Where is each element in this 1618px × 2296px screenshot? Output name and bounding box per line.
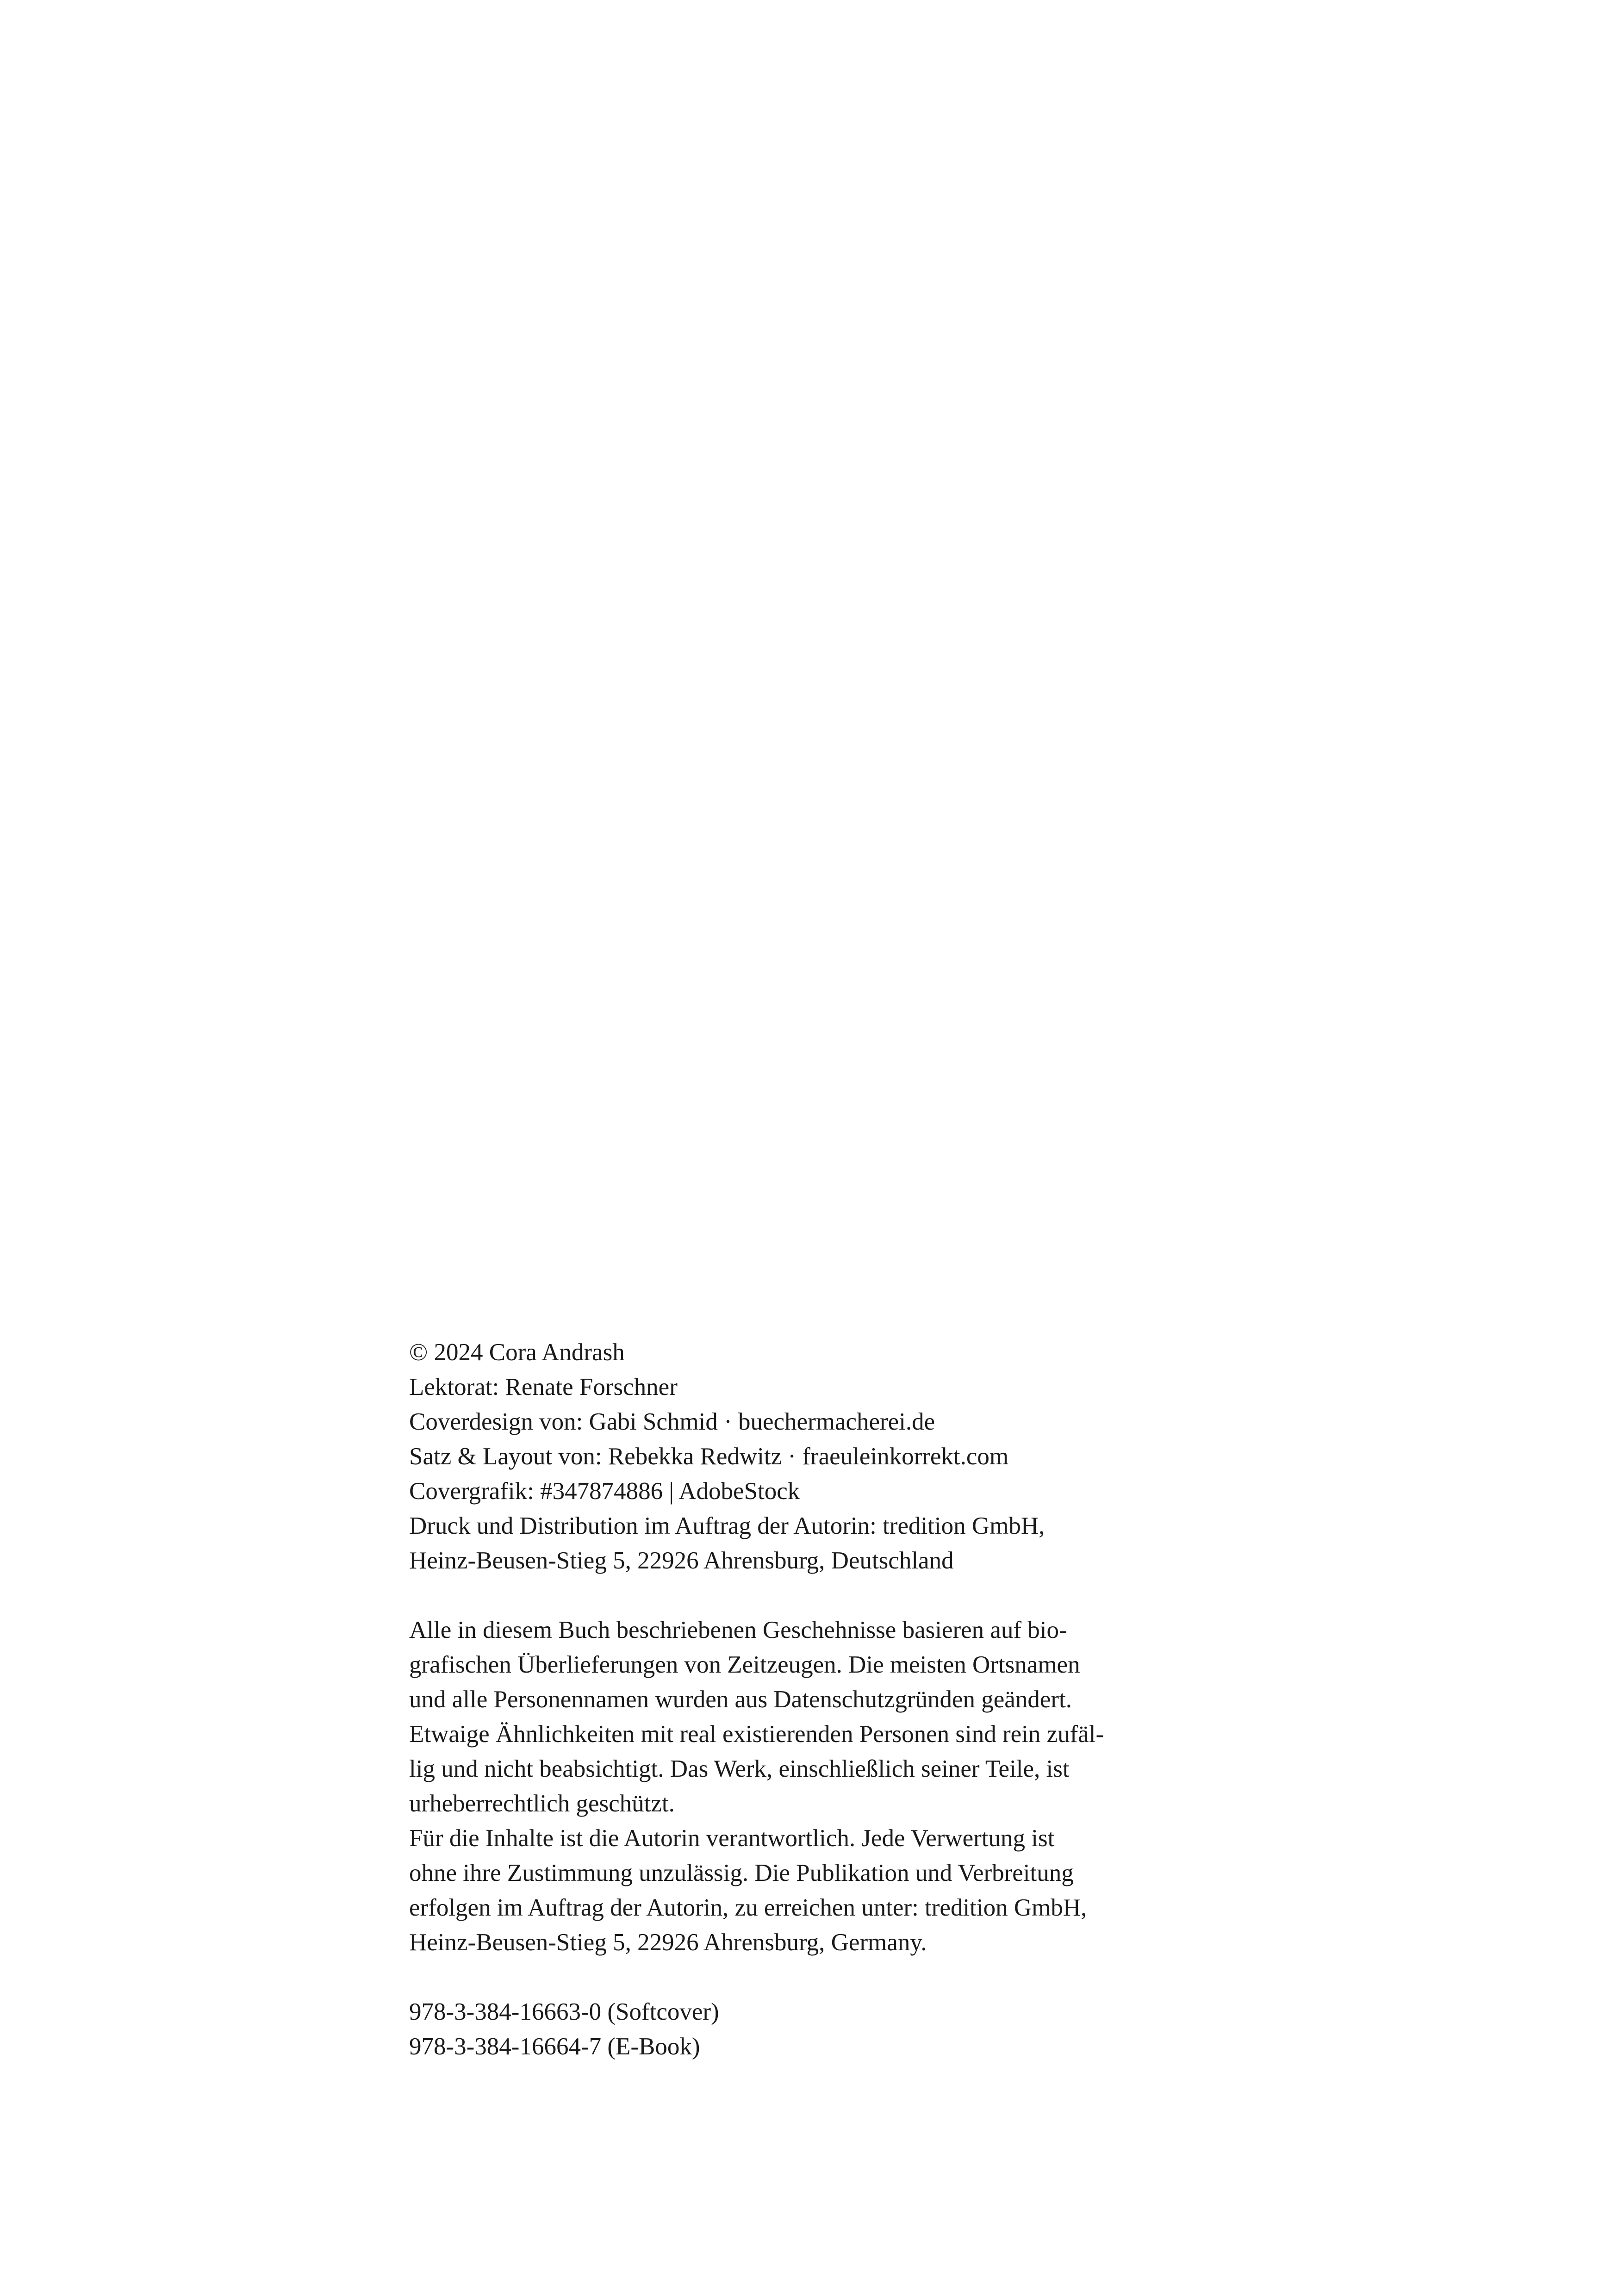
isbn-ebook: 978-3-384-16664-7 (E-Book) bbox=[409, 2033, 700, 2060]
legal-line: erfolgen im Auftrag der Autorin, zu erreichen unter: tredition GmbH, bbox=[409, 1894, 1087, 1921]
typesetting-line: Satz & Layout von: Rebekka Redwitz · fraeuleinkorrekt.com bbox=[409, 1443, 1009, 1470]
printing-line: Druck und Distribution im Auftrag der Autorin: tredition GmbH, bbox=[409, 1512, 1045, 1539]
imprint bbox=[409, 1335, 1177, 2064]
legal-line: Alle in diesem Buch beschriebenen Geschehnisse basieren auf bio- bbox=[409, 1617, 1067, 1643]
legal-line: Heinz-Beusen-Stieg 5, 22926 Ahrensburg, Germany. bbox=[409, 1929, 927, 1956]
legal-line: lig und nicht beabsichtigt. Das Werk, einschließlich seiner Teile, ist bbox=[409, 1755, 1070, 1782]
legal-line: urheberrechtlich geschützt. bbox=[409, 1790, 675, 1817]
spacer bbox=[409, 1578, 1177, 1613]
cover-design-line: Coverdesign von: Gabi Schmid · buechermacherei.de bbox=[409, 1408, 935, 1435]
printing-address-line: Heinz-Beusen-Stieg 5, 22926 Ahrensburg, Deutschland bbox=[409, 1547, 954, 1574]
editor-line: Lektorat: Renate Forschner bbox=[409, 1374, 678, 1400]
cover-image-line: Covergrafik: #347874886 | AdobeStock bbox=[409, 1478, 800, 1505]
legal-line: ohne ihre Zustimmung unzulässig. Die Publikation und Verbreitung bbox=[409, 1860, 1074, 1886]
legal-line: Für die Inhalte ist die Autorin verantwortlich. Jede Verwertung ist bbox=[409, 1825, 1055, 1852]
spacer bbox=[409, 1960, 1177, 1995]
legal-line: und alle Personennamen wurden aus Datenschutzgründen geändert. bbox=[409, 1686, 1072, 1713]
copyright-line: © 2024 Cora Andrash bbox=[409, 1339, 625, 1366]
isbn-softcover: 978-3-384-16663-0 (Softcover) bbox=[409, 1998, 719, 2025]
legal-line: grafischen Überlieferungen von Zeitzeugen. Die meisten Ortsnamen bbox=[409, 1651, 1080, 1678]
legal-line: Etwaige Ähnlichkeiten mit real existierenden Personen sind rein zufäl- bbox=[409, 1721, 1104, 1748]
legal-notice-block bbox=[409, 1613, 1177, 1960]
credits-block bbox=[409, 1335, 1177, 1578]
isbn-block bbox=[409, 1995, 1177, 2064]
